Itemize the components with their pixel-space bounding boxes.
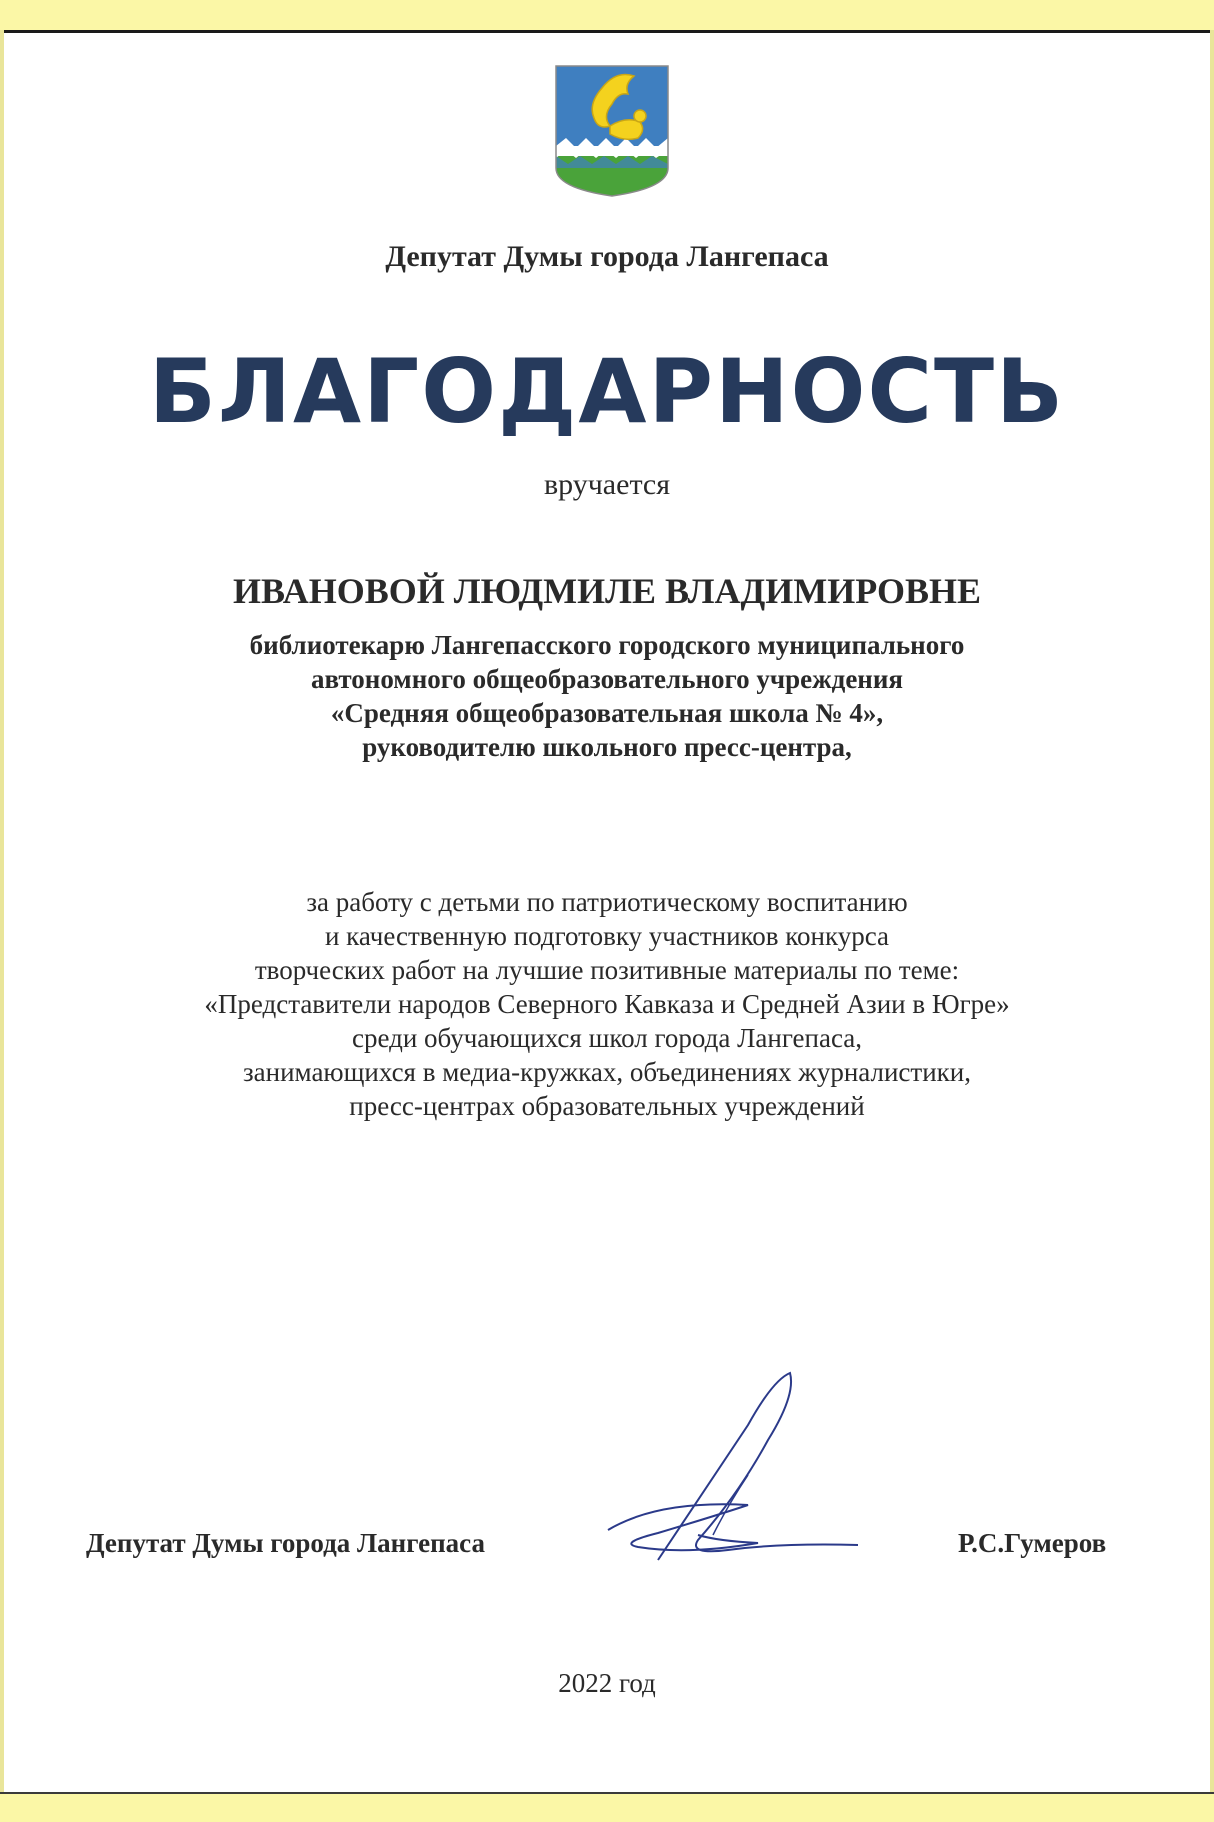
frame-bottom: [0, 1792, 1214, 1822]
reason-line: творческих работ на лучшие позитивные материалы по теме:: [254, 955, 960, 985]
document-year: 2022 год: [558, 1668, 656, 1698]
signatory-role: Депутат Думы города Лангепаса: [86, 1528, 485, 1558]
recipient-name: ИВАНОВОЙ ЛЮДМИЛЕ ВЛАДИМИРОВНЕ: [232, 571, 982, 611]
reason-line: пресс-центрах образовательных учреждений: [349, 1091, 865, 1121]
handwritten-signature: [598, 1365, 858, 1575]
position-line: библиотекарю Лангепасского городского муниципального: [249, 630, 965, 660]
award-reason: [0, 885, 1214, 1123]
frame-top: [0, 0, 1214, 33]
signatory-name: Р.С.Гумеров: [958, 1528, 1107, 1558]
reason-line: и качественную подготовку участников конкурса: [324, 921, 890, 951]
reason-line: среди обучающихся школ города Лангепаса,: [351, 1023, 863, 1053]
reason-line: «Представители народов Северного Кавказа и Средней Азии в Югре»: [204, 989, 1010, 1019]
issuer-header: Депутат Думы города Лангепаса: [385, 240, 829, 273]
position-line: «Средняя общеобразовательная школа № 4»,: [330, 698, 884, 728]
reason-line: за работу с детьми по патриотическому воспитанию: [306, 887, 908, 917]
position-line: руководителю школьного пресс-центра,: [362, 732, 852, 762]
reason-line: занимающихся в медиа-кружках, объединениях журналистики,: [243, 1057, 971, 1087]
presented-text: вручается: [543, 468, 671, 501]
position-line: автономного общеобразовательного учреждения: [310, 664, 904, 694]
city-coat-of-arms-icon: [554, 64, 670, 198]
recipient-position: [0, 628, 1214, 764]
document-title: БЛАГОДАРНОСТЬ: [148, 340, 1066, 443]
